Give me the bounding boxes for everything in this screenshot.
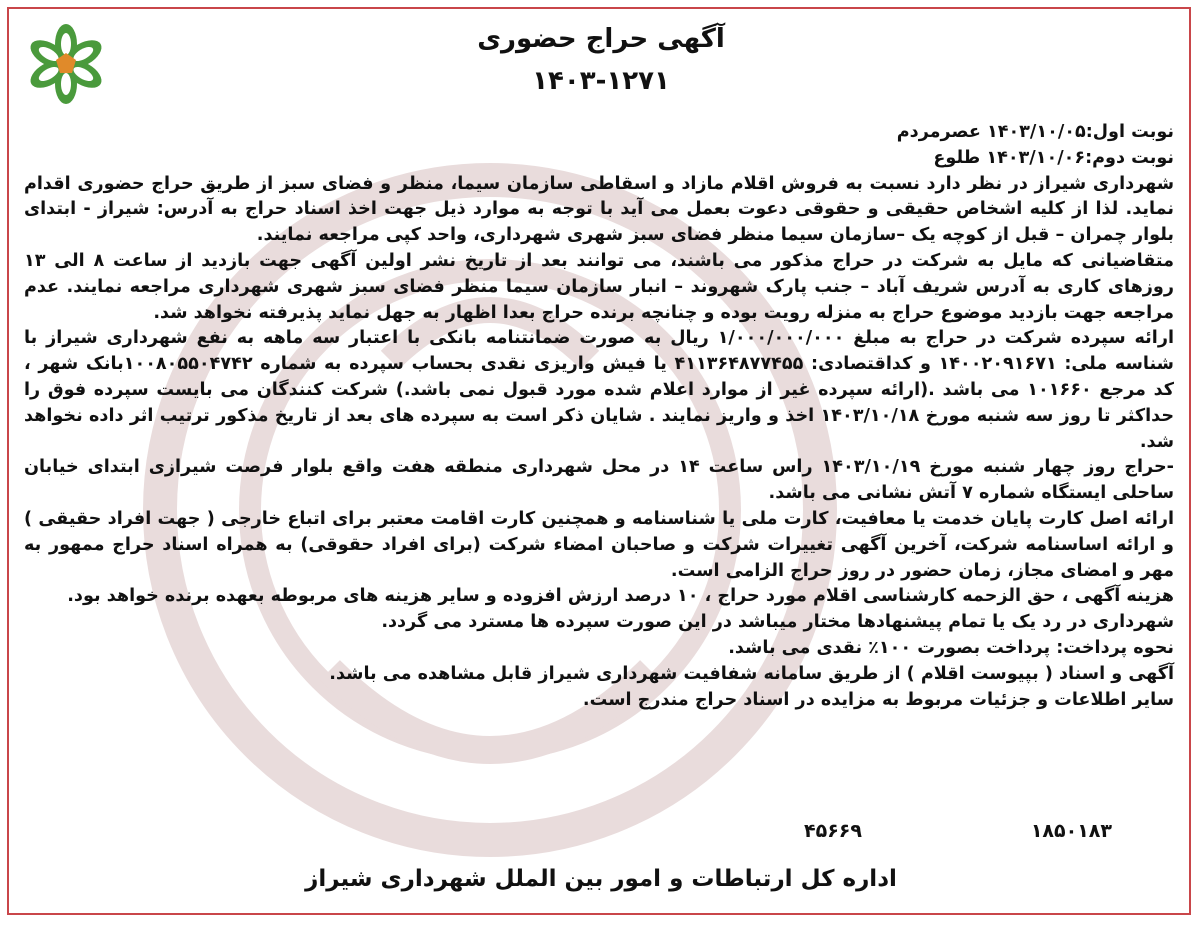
paragraph-other-info: سایر اطلاعات و جزئیات مربوط به مزایده در اسناد حراج مندرج است. — [582, 689, 1174, 710]
schedule-second: نوبت دوم:۱۴۰۳/۱۰/۰۶ طلوع — [933, 147, 1174, 168]
paragraph-auction-time: -حراج روز چهار شنبه مورخ ۱۴۰۳/۱۰/۱۹ راس ساعت ۱۴ در محل شهرداری منطقه هفت واقع بلوار فرصت شیرازی ابتدای خیابان ساحلی ایستگاه شماره ۷ آتش نشانی می باشد. — [24, 457, 1174, 504]
footer-office: اداره کل ارتباطات و امور بین الملل شهرداری شیراز — [305, 866, 897, 892]
paragraph-visit: متقاضیانی که مایل به شرکت در حراج مذکور می باشند، می توانند بعد از تاریخ نشر اولین آگهی جهت بازدید از ساعت ۸ الی ۱۳ روزهای کاری به آدرس شریف آباد – جنب پارک شهروند – انبار سازمان سیما منظر فضای سبز شهری شهرداری مراجعه نمایند. عدم مراجعه جهت بازدید موضوع حراج به منزله رویت بوده و چنانچه برنده حراج بعدا اظهار به جهل نماید پذیرفته نخواهد شد. — [24, 250, 1175, 323]
paragraph-fees: هزینه آگهی ، حق الزحمه کارشناسی اقلام مورد حراج ، ۱۰ درصد ارزش افزوده و سایر هزینه های مربوطه بعهده برنده خواهد بود. — [67, 586, 1174, 607]
paragraph-documents: ارائه اصل کارت پایان خدمت یا معافیت، کارت ملی یا شناسنامه و همچنین کارت اقامت معتبر برای اتباع خارجی ( جهت افراد حقیقی ) و ارائه اساسنامه شرکت، آخرین آگهی تغییرات شرکت و صاحبان امضاء شرکت (برای افراد حقوقی) به همراه اسناد حراج ممهور به مهر و امضای مجاز، زمان حضور در روز حراج الزامی است. — [24, 508, 1174, 581]
schedule-first: نوبت اول:۱۴۰۳/۱۰/۰۵ عصرمردم — [896, 122, 1174, 142]
notice-body — [24, 120, 1174, 713]
notice-title: آگهی حراج حضوری — [477, 24, 725, 54]
paragraph-intro: شهرداری شیراز در نظر دارد نسبت به فروش اقلام مازاد و اسقاطی سازمان سیما، منظر و فضای سبز از طریق حراج حضوری اقدام نماید. لذا از کلیه اشخاص حقیقی و حقوقی دعوت بعمل می آید با توجه به موارد ذیل جهت اخذ اسناد حراج به آدرس: شیراز - ابتدای بلوار چمران – قبل از کوچه یک –سازمان سیما منظر فضای سبز شهری شهرداری، واحد کپی مراجعه نمایند. — [24, 173, 1174, 246]
paragraph-payment: نحوه پرداخت: پرداخت بصورت ۱۰۰٪ نقدی می باشد. — [728, 637, 1174, 658]
paragraph-deposit: ارائه سپرده شرکت در حراج به مبلغ ۱/۰۰۰/۰۰۰/۰۰۰ ریال به صورت ضمانتنامه بانکی با اعتبار سه ماهه به نفع شهرداری شیراز با شناسه ملی: ۱۴۰۰۲۰۹۱۶۷۱ و کداقتصادی: ۴۱۱۳۶۴۸۷۷۴۵۵ یا فیش واریزی نقدی بحساب سپرده به شماره ۱۰۰۸۰۵۵۰۴۷۴۲بانک شهر ، کد مرجع ۱۰۱۶۶۰ می باشد .(ارائه سپرده غیر از موارد اعلام شده مورد قبول نمی باشد.) شرکت کنندگان می بایست سپرده فوق را حداکثر تا روز سه شنبه مورخ ۱۴۰۳/۱۰/۱۸ اخذ و واریز نمایند . شایان ذکر است به سپرده های بعد از تاریخ مذکور ترتیب اثر داده نخواهد شد. — [24, 328, 1174, 452]
code-right: ۴۵۶۶۹ — [804, 820, 862, 842]
paragraph-transparency: آگهی و اسناد ( بپیوست اقلام ) از طریق سامانه شفافیت شهرداری شیراز قابل مشاهده می باشد. — [329, 663, 1174, 684]
code-left: ۱۸۵۰۱۸۳ — [1030, 820, 1112, 842]
notice-number: ۱۴۰۳-۱۲۷۱ — [532, 66, 670, 96]
paragraph-rejection: شهرداری در رد یک یا تمام پیشنهادها مختار میباشد در این صورت سپرده ها مسترد می گردد. — [381, 612, 1174, 633]
